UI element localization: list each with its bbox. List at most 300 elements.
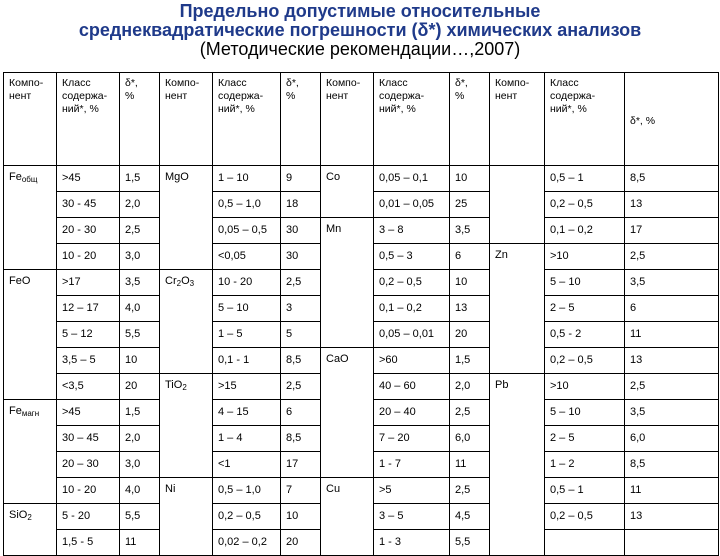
header-component-line: Компо-	[9, 77, 44, 89]
component-name: TiO	[165, 379, 183, 391]
delta-cell	[120, 296, 160, 322]
header-class-line: Класс	[550, 77, 579, 89]
class-value: 0,05 – 0,1	[379, 172, 428, 184]
header-class-line: ний*, %	[218, 103, 255, 115]
delta-value: 3	[286, 302, 293, 314]
delta-value: 2,5	[286, 380, 302, 392]
class-value: 20 - 30	[62, 224, 97, 236]
component-name: Co	[326, 171, 341, 183]
delta-cell	[625, 478, 719, 504]
delta-cell	[450, 374, 490, 400]
class-cell	[374, 478, 450, 504]
class-value: 0,1 - 1	[218, 354, 250, 366]
delta-cell	[120, 452, 160, 478]
header-class	[374, 73, 450, 166]
class-value: >10	[550, 380, 569, 392]
header-class	[213, 73, 281, 166]
class-value: 12 – 17	[62, 302, 99, 314]
delta-value: 6	[630, 302, 637, 314]
delta-cell	[120, 322, 160, 348]
component-cell	[321, 218, 374, 348]
delta-value: 4,0	[125, 302, 141, 314]
class-cell	[213, 426, 281, 452]
class-value: 0,5 – 1,0	[218, 484, 261, 496]
delta-cell	[450, 244, 490, 270]
delta-cell	[450, 296, 490, 322]
header-delta	[281, 73, 321, 166]
component-name: Cr	[165, 275, 177, 287]
header-class-line: содержа-	[62, 90, 108, 102]
class-value: 0,2 – 0,5	[550, 198, 593, 210]
delta-cell	[281, 192, 321, 218]
delta-value: 3,5	[455, 224, 471, 236]
class-value: 10 - 20	[62, 250, 97, 262]
class-cell	[545, 166, 625, 192]
class-cell	[545, 192, 625, 218]
delta-value: 13	[455, 302, 468, 314]
delta-cell	[625, 426, 719, 452]
delta-value: 17	[630, 224, 643, 236]
header-component	[490, 73, 545, 166]
delta-value: 18	[286, 198, 299, 210]
delta-cell	[281, 426, 321, 452]
class-cell	[57, 530, 120, 556]
class-value: >5	[379, 484, 392, 496]
delta-cell	[281, 322, 321, 348]
class-value: 1 – 4	[218, 432, 243, 444]
delta-value: 6,0	[455, 432, 471, 444]
delta-value: 3,0	[125, 250, 141, 262]
header-delta-line: %	[286, 90, 296, 102]
component-cell	[4, 504, 57, 556]
delta-value: 3,5	[630, 276, 646, 288]
error-limits-table	[3, 72, 719, 556]
delta-value: 20	[286, 536, 299, 548]
component-cell	[321, 348, 374, 478]
header-class-line: Класс	[218, 77, 247, 89]
class-value: 0,2 – 0,5	[550, 354, 593, 366]
delta-value: 1,5	[125, 172, 141, 184]
class-cell	[545, 322, 625, 348]
class-value: 0,2 – 0,5	[550, 510, 593, 522]
class-value: 40 – 60	[379, 380, 416, 392]
class-cell	[57, 400, 120, 426]
class-value: >45	[62, 406, 81, 418]
delta-value: 2,0	[455, 380, 471, 392]
header-component-line: Компо-	[326, 77, 361, 89]
component-cell	[160, 270, 213, 374]
delta-cell	[281, 218, 321, 244]
header-class-line: содержа-	[550, 90, 596, 102]
class-cell	[57, 478, 120, 504]
class-cell	[57, 504, 120, 530]
class-value: 2 – 5	[550, 432, 575, 444]
delta-value: 7	[286, 484, 293, 496]
class-cell	[374, 348, 450, 374]
table-row	[4, 478, 719, 504]
class-value: 0,5 – 1,0	[218, 198, 261, 210]
class-value: 0,5 – 1	[550, 172, 584, 184]
delta-value: 3,0	[125, 458, 141, 470]
delta-value: 3,5	[630, 406, 646, 418]
header-class	[545, 73, 625, 166]
delta-value: 30	[286, 250, 299, 262]
delta-value: 25	[455, 198, 468, 210]
class-value: 5 – 12	[62, 328, 93, 340]
delta-cell	[120, 244, 160, 270]
class-value: <0,05	[218, 250, 246, 262]
header-class-line: ний*, %	[550, 103, 587, 115]
delta-value: 13	[630, 354, 643, 366]
class-cell	[213, 374, 281, 400]
class-value: 3 – 8	[379, 224, 404, 236]
component-name: Ni	[165, 483, 176, 495]
delta-value: 2,0	[125, 198, 141, 210]
class-cell	[374, 530, 450, 556]
delta-cell	[450, 400, 490, 426]
header-delta	[625, 73, 719, 166]
class-value: 20 – 30	[62, 458, 99, 470]
class-cell	[374, 374, 450, 400]
class-value: 0,01 – 0,05	[379, 198, 435, 210]
component-cell	[160, 374, 213, 478]
delta-value: 4,5	[455, 510, 471, 522]
delta-cell	[120, 530, 160, 556]
delta-cell	[625, 374, 719, 400]
delta-cell	[450, 452, 490, 478]
delta-cell	[450, 530, 490, 556]
delta-value: 8,5	[630, 172, 646, 184]
class-cell	[374, 218, 450, 244]
class-cell	[213, 452, 281, 478]
component-subscript: 2	[182, 383, 187, 392]
class-value: <3,5	[62, 380, 84, 392]
component-name: SiO	[9, 509, 28, 521]
class-cell	[374, 270, 450, 296]
class-cell	[57, 192, 120, 218]
component-cell	[490, 374, 545, 556]
header-class	[57, 73, 120, 166]
delta-cell	[281, 374, 321, 400]
delta-value: 10	[455, 172, 468, 184]
component-cell	[321, 478, 374, 556]
header-delta-line: δ*,	[455, 77, 468, 89]
header-component-line: нент	[165, 90, 188, 102]
delta-value: 5	[286, 328, 293, 340]
delta-value: 4,0	[125, 484, 141, 496]
header-delta	[120, 73, 160, 166]
delta-value: 9	[286, 172, 293, 184]
title-line-2: среднеквадратические погрешности (δ*) химических анализов	[78, 20, 642, 40]
delta-cell	[120, 478, 160, 504]
delta-value: 11	[630, 484, 642, 496]
delta-value: 5,5	[125, 510, 141, 522]
class-cell	[213, 348, 281, 374]
class-value: 5 – 10	[550, 406, 581, 418]
class-value: <1	[218, 458, 231, 470]
delta-value: 2,5	[455, 484, 471, 496]
class-cell	[57, 270, 120, 296]
class-cell	[374, 426, 450, 452]
component-cell	[490, 244, 545, 374]
delta-cell	[281, 166, 321, 192]
component-name-tail: O	[181, 275, 190, 287]
delta-value: 8,5	[630, 458, 646, 470]
delta-cell	[625, 244, 719, 270]
delta-cell	[625, 452, 719, 478]
component-name: Fe	[9, 171, 22, 183]
class-cell	[213, 504, 281, 530]
class-value: 30 - 45	[62, 198, 97, 210]
component-name: Cu	[326, 483, 341, 495]
delta-cell	[625, 218, 719, 244]
component-name: Pb	[495, 379, 509, 391]
class-cell	[57, 218, 120, 244]
delta-value: 8,5	[286, 432, 302, 444]
delta-value: 17	[286, 458, 299, 470]
header-component-line: Компо-	[495, 77, 530, 89]
header-component	[4, 73, 57, 166]
header-component-line: Компо-	[165, 77, 200, 89]
delta-value: 11	[455, 458, 467, 470]
delta-cell	[120, 218, 160, 244]
class-cell	[545, 244, 625, 270]
class-cell	[545, 478, 625, 504]
header-delta-line: %	[455, 90, 465, 102]
class-cell	[374, 192, 450, 218]
component-name: Zn	[495, 249, 508, 261]
class-value: 0,1 – 0,2	[379, 302, 422, 314]
delta-value: 30	[286, 224, 299, 236]
delta-value: 1,5	[455, 354, 471, 366]
delta-cell	[120, 348, 160, 374]
class-cell	[57, 322, 120, 348]
delta-value: 1,5	[125, 406, 141, 418]
delta-cell	[120, 374, 160, 400]
delta-cell	[625, 192, 719, 218]
class-value: 0,05 – 0,01	[379, 328, 435, 340]
delta-cell	[281, 452, 321, 478]
delta-cell	[450, 478, 490, 504]
class-cell	[374, 296, 450, 322]
class-cell	[545, 374, 625, 400]
delta-cell	[450, 504, 490, 530]
delta-value: 2,5	[286, 276, 302, 288]
class-cell	[213, 478, 281, 504]
delta-cell	[120, 400, 160, 426]
class-cell	[57, 374, 120, 400]
delta-cell	[625, 270, 719, 296]
class-cell	[213, 322, 281, 348]
class-value: >10	[550, 250, 569, 262]
header-class-line: содержа-	[218, 90, 264, 102]
header-row	[4, 73, 719, 166]
class-cell	[213, 530, 281, 556]
class-value: 0,5 – 3	[379, 250, 413, 262]
class-cell	[545, 296, 625, 322]
class-value: 1,5 - 5	[62, 536, 94, 548]
delta-cell	[120, 504, 160, 530]
class-cell	[57, 296, 120, 322]
delta-cell	[625, 400, 719, 426]
class-cell	[545, 270, 625, 296]
header-delta-line: δ*,	[286, 77, 299, 89]
class-cell	[213, 400, 281, 426]
header-delta-text: δ*, %	[630, 114, 656, 127]
class-value: 30 – 45	[62, 432, 99, 444]
class-value: 0,1 – 0,2	[550, 224, 593, 236]
class-cell	[57, 166, 120, 192]
delta-cell	[281, 478, 321, 504]
component-cell	[4, 400, 57, 504]
class-cell	[545, 504, 625, 530]
header-class-line: ний*, %	[379, 103, 416, 115]
delta-value: 5,5	[125, 328, 141, 340]
class-cell	[545, 426, 625, 452]
class-value: 0,2 – 0,5	[218, 510, 261, 522]
delta-value: 11	[125, 536, 137, 548]
component-subscript: общ	[21, 175, 38, 184]
header-class-line: Класс	[62, 77, 91, 89]
class-value: >15	[218, 380, 237, 392]
header-delta-line: δ*,	[125, 77, 138, 89]
delta-cell	[450, 322, 490, 348]
delta-value: 6,0	[630, 432, 646, 444]
delta-value: 2,5	[125, 224, 141, 236]
delta-value: 10	[455, 276, 468, 288]
class-cell	[213, 296, 281, 322]
class-value: 1 – 2	[550, 458, 575, 470]
delta-value: 2,5	[630, 250, 646, 262]
class-cell	[213, 218, 281, 244]
class-value: 7 – 20	[379, 432, 410, 444]
component-subscript: 2	[176, 279, 182, 288]
delta-value: 20	[455, 328, 468, 340]
header-delta	[450, 73, 490, 166]
component-name: Mn	[326, 223, 342, 235]
component-cell	[160, 478, 213, 556]
header-component-line: нент	[326, 90, 349, 102]
component-cell-empty	[490, 166, 545, 244]
delta-value: 6	[286, 406, 293, 418]
table-row	[4, 166, 719, 192]
class-cell	[545, 348, 625, 374]
class-cell	[374, 504, 450, 530]
delta-value: 3,5	[125, 276, 141, 288]
delta-value: 2,0	[125, 432, 141, 444]
delta-cell	[281, 244, 321, 270]
class-cell	[57, 426, 120, 452]
component-subscript: 3	[189, 279, 195, 288]
class-cell	[57, 348, 120, 374]
delta-cell	[625, 348, 719, 374]
delta-value: 11	[630, 328, 642, 340]
class-value: 1 - 7	[379, 458, 402, 470]
component-subscript: 2	[27, 513, 32, 522]
class-cell	[57, 452, 120, 478]
delta-cell	[281, 504, 321, 530]
class-value: >17	[62, 276, 81, 288]
delta-value: 13	[630, 198, 643, 210]
class-value: 3 – 5	[379, 510, 404, 522]
delta-cell	[625, 504, 719, 530]
component-name: MgO	[165, 171, 189, 183]
class-value: 5 - 20	[62, 510, 91, 522]
header-component-line: нент	[495, 90, 518, 102]
header-class-line: содержа-	[379, 90, 425, 102]
delta-cell	[450, 270, 490, 296]
delta-cell	[120, 192, 160, 218]
delta-cell	[450, 426, 490, 452]
title-line-1: Предельно допустимые относительные	[179, 1, 541, 21]
class-value: 5 – 10	[550, 276, 581, 288]
delta-cell	[281, 348, 321, 374]
component-name: CaO	[326, 353, 349, 365]
delta-cell	[625, 530, 719, 556]
delta-cell	[281, 400, 321, 426]
delta-cell	[120, 270, 160, 296]
table-row	[4, 348, 719, 374]
delta-cell	[625, 166, 719, 192]
class-value: 5 – 10	[218, 302, 249, 314]
class-value: 20 – 40	[379, 406, 416, 418]
class-value: 3,5 – 5	[62, 354, 96, 366]
header-component	[321, 73, 374, 166]
header-class-line: ний*, %	[62, 103, 99, 115]
header-delta-line: %	[125, 90, 135, 102]
delta-cell	[625, 296, 719, 322]
class-value: 0,02 – 0,2	[218, 536, 267, 548]
class-cell	[374, 244, 450, 270]
class-value: 4 – 15	[218, 406, 249, 418]
header-component	[160, 73, 213, 166]
table-row	[4, 218, 719, 244]
class-cell	[213, 192, 281, 218]
component-cell	[321, 166, 374, 218]
delta-cell	[625, 322, 719, 348]
title-line-3: (Методические рекомендации…,2007)	[199, 39, 521, 59]
class-value: >45	[62, 172, 81, 184]
class-value: 10 - 20	[62, 484, 97, 496]
delta-value: 20	[125, 380, 138, 392]
delta-cell	[450, 192, 490, 218]
component-cell	[4, 166, 57, 270]
delta-cell	[281, 270, 321, 296]
class-cell	[213, 244, 281, 270]
delta-value: 2,5	[630, 380, 646, 392]
class-value: >60	[379, 354, 398, 366]
class-value: 2 – 5	[550, 302, 575, 314]
class-value: 1 – 5	[218, 328, 243, 340]
class-cell	[545, 452, 625, 478]
class-cell	[213, 270, 281, 296]
class-value: 0,2 – 0,5	[379, 276, 422, 288]
delta-cell	[450, 348, 490, 374]
header-class-line: Класс	[379, 77, 408, 89]
delta-cell	[120, 166, 160, 192]
class-cell	[374, 166, 450, 192]
delta-value: 10	[125, 354, 138, 366]
component-subscript: магн	[21, 409, 40, 418]
header-component-line: нент	[9, 90, 32, 102]
component-cell	[160, 166, 213, 270]
slide-title	[0, 2, 720, 59]
delta-value: 8,5	[286, 354, 302, 366]
class-value: 0,5 – 1	[550, 484, 584, 496]
class-cell	[57, 244, 120, 270]
class-cell	[374, 452, 450, 478]
class-value: 0,05 – 0,5	[218, 224, 267, 236]
